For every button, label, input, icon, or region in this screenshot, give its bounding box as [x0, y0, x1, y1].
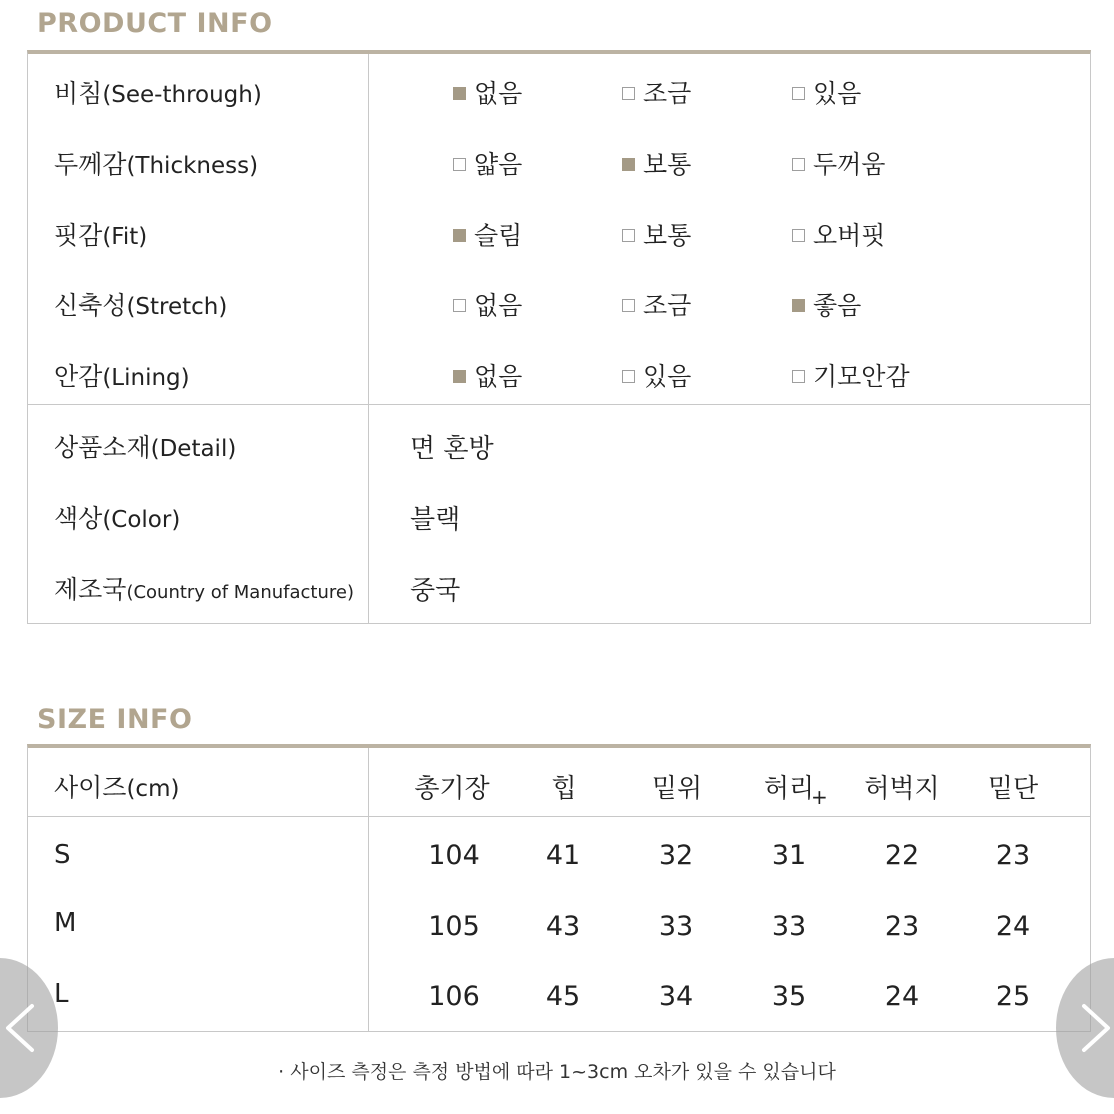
option-checkbox[interactable]: 없음 — [453, 357, 522, 393]
option-checkbox[interactable]: 슬림 — [453, 216, 522, 252]
size-value: 106 — [428, 981, 480, 1012]
detail-value: 중국 — [410, 576, 461, 606]
size-value: 34 — [658, 981, 694, 1012]
option-checkbox[interactable]: 보통 — [622, 145, 691, 181]
waist-mark: + — [811, 785, 828, 809]
detail-value: 면 혼방 — [410, 434, 494, 464]
checked-square-icon — [453, 229, 466, 242]
empty-square-icon — [622, 370, 635, 383]
size-value: 104 — [428, 840, 480, 871]
product-info-title: PRODUCT INFO — [37, 8, 273, 39]
size-value: 31 — [771, 840, 807, 871]
size-value: 35 — [771, 981, 807, 1012]
attribute-label-en: (See-through) — [102, 82, 262, 108]
size-value: 23 — [995, 840, 1031, 871]
attribute-label: 신축성 — [54, 291, 127, 320]
detail-value: 블랙 — [410, 505, 461, 535]
detail-label-en: (Color) — [102, 507, 181, 533]
column-divider — [368, 748, 369, 1031]
size-value: 33 — [658, 911, 694, 942]
checked-square-icon — [792, 299, 805, 312]
size-value: 43 — [545, 911, 581, 942]
attribute-label: 핏감 — [54, 221, 103, 250]
empty-square-icon — [792, 229, 805, 242]
empty-square-icon — [622, 87, 635, 100]
chevron-left-icon — [0, 1002, 52, 1054]
empty-square-icon — [792, 158, 805, 171]
column-header: 힙 — [551, 774, 577, 804]
option-checkbox[interactable]: 오버핏 — [792, 216, 885, 252]
chevron-right-icon — [1056, 1002, 1114, 1054]
size-value: 105 — [428, 911, 480, 942]
product-info-table — [27, 50, 1091, 624]
detail-label: 상품소재 — [54, 433, 151, 462]
detail-label: 제조국 — [54, 575, 127, 604]
empty-square-icon — [453, 158, 466, 171]
option-checkbox[interactable]: 얇음 — [453, 145, 522, 181]
size-value: 32 — [658, 840, 694, 871]
size-header-label: 사이즈(cm) — [54, 773, 180, 802]
size-label: S — [54, 840, 71, 870]
checked-square-icon — [622, 158, 635, 171]
size-value: 33 — [771, 911, 807, 942]
detail-label-en: (Detail) — [150, 436, 237, 462]
empty-square-icon — [622, 229, 635, 242]
column-header: 밑단 — [987, 774, 1039, 804]
attribute-label-en: (Lining) — [102, 365, 190, 391]
option-checkbox[interactable]: 없음 — [453, 286, 522, 322]
option-checkbox[interactable]: 있음 — [622, 357, 691, 393]
attribute-label-en: (Fit) — [102, 224, 148, 250]
size-label: M — [54, 908, 77, 938]
checked-square-icon — [453, 370, 466, 383]
option-checkbox[interactable]: 보통 — [622, 216, 691, 252]
attribute-label: 두께감 — [54, 150, 127, 179]
size-value: 45 — [545, 981, 581, 1012]
empty-square-icon — [622, 299, 635, 312]
size-value: 41 — [545, 840, 581, 871]
attribute-label: 안감 — [54, 362, 103, 391]
attribute-label-en: (Thickness) — [126, 153, 259, 179]
size-value: 25 — [995, 981, 1031, 1012]
size-value: 24 — [884, 981, 920, 1012]
option-checkbox[interactable]: 조금 — [622, 74, 691, 110]
size-value: 22 — [884, 840, 920, 871]
empty-square-icon — [792, 370, 805, 383]
size-value: 23 — [884, 911, 920, 942]
size-info-table — [27, 744, 1091, 1032]
size-value: 24 — [995, 911, 1031, 942]
option-checkbox[interactable]: 두꺼움 — [792, 145, 885, 181]
empty-square-icon — [453, 299, 466, 312]
option-checkbox[interactable]: 좋음 — [792, 286, 861, 322]
option-checkbox[interactable]: 없음 — [453, 74, 522, 110]
column-header: 밑위 — [651, 774, 703, 804]
column-header: 허리 — [763, 774, 815, 804]
option-checkbox[interactable]: 조금 — [622, 286, 691, 322]
row-divider — [28, 404, 1090, 405]
size-note: · 사이즈 측정은 측정 방법에 따라 1~3cm 오차가 있을 수 있습니다 — [278, 1061, 836, 1083]
column-header: 허벅지 — [864, 774, 940, 804]
attribute-label-en: (Stretch) — [126, 294, 228, 320]
column-divider — [368, 54, 369, 623]
option-checkbox[interactable]: 있음 — [792, 74, 861, 110]
detail-label: 색상 — [54, 504, 103, 533]
detail-label-en: (Country of Manufacture) — [126, 582, 354, 603]
empty-square-icon — [792, 87, 805, 100]
option-checkbox[interactable]: 기모안감 — [792, 357, 910, 393]
checked-square-icon — [453, 87, 466, 100]
column-header: 총기장 — [414, 774, 490, 804]
size-label: L — [54, 979, 69, 1009]
size-info-title: SIZE INFO — [37, 704, 193, 735]
attribute-label: 비침 — [54, 79, 103, 108]
header-divider — [28, 816, 1090, 817]
